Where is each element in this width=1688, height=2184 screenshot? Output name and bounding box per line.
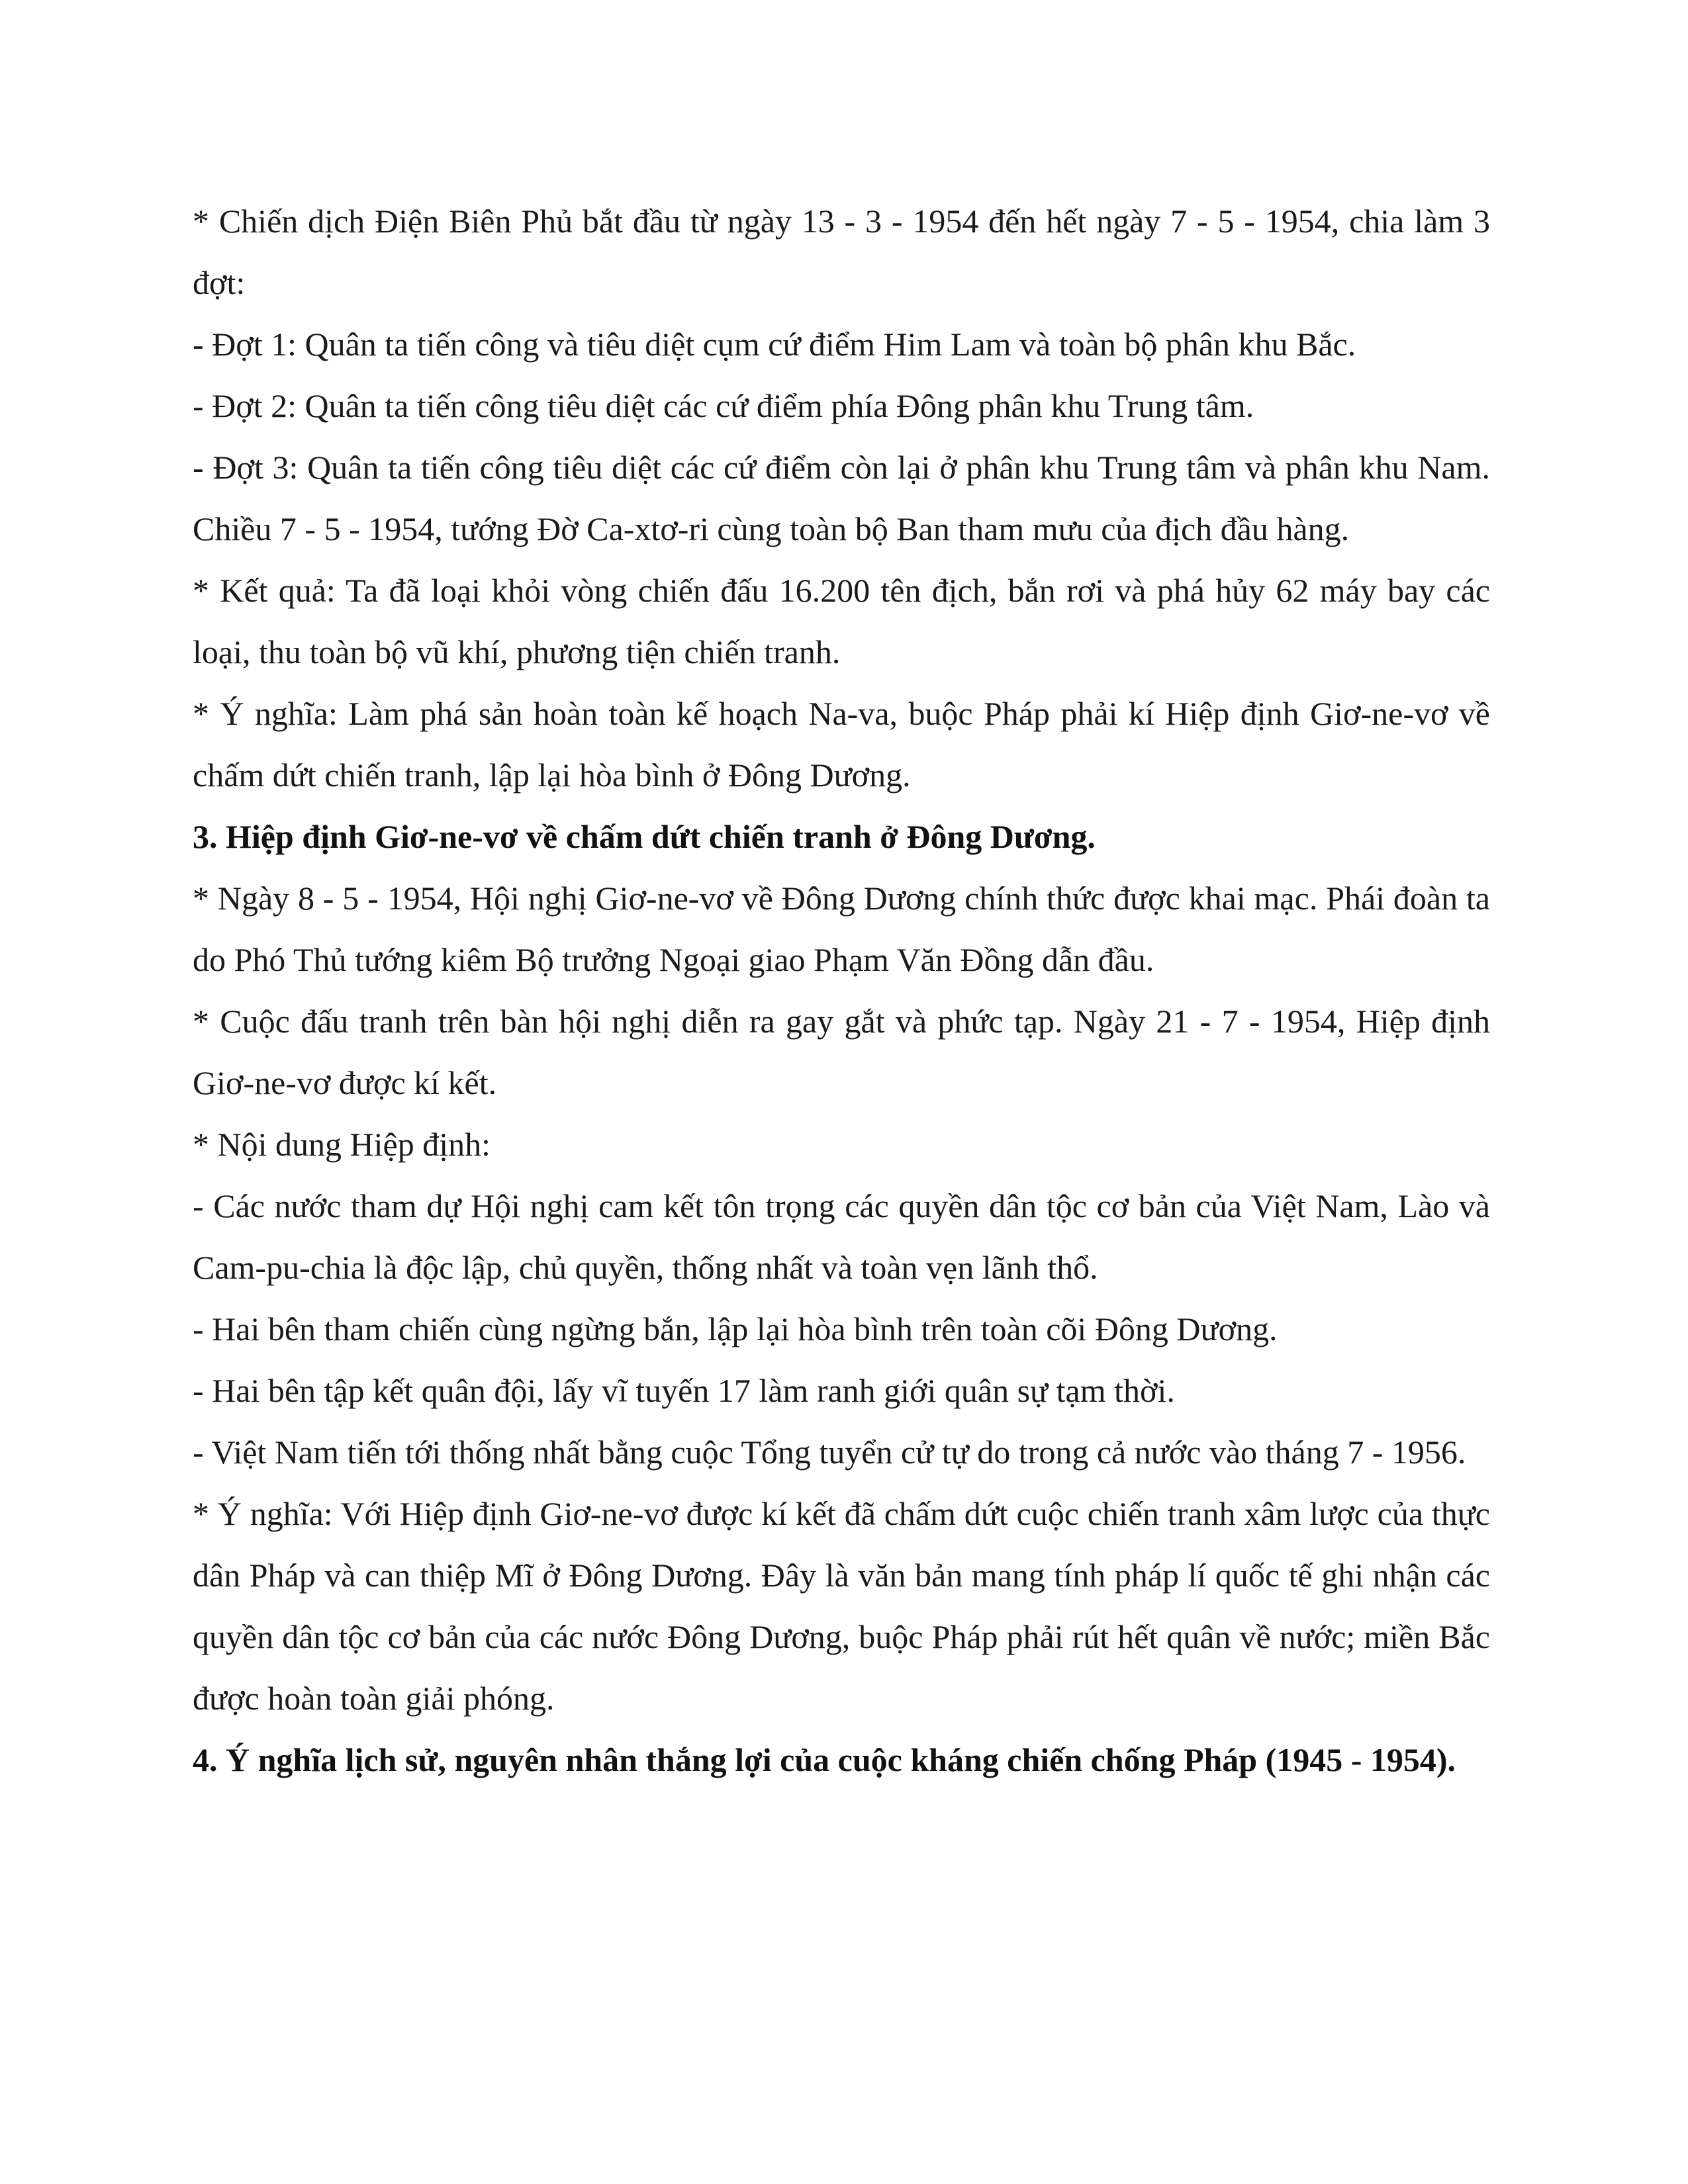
agreement-item-17th-parallel: - Hai bên tập kết quân đội, lấy vĩ tuyến 17 làm ranh giới quân sự tạm thời.: [193, 1372, 1175, 1409]
section-heading-geneva: 3. Hiệp định Giơ-ne-vơ về chấm dứt chiến tranh ở Đông Dương.: [193, 818, 1096, 855]
geneva-signing: * Cuộc đấu tranh trên bàn hội nghị diễn ra gay gắt và phức tạp. Ngày 21 - 7 - 1954, Hiệp định Giơ-ne-vơ được kí kết.: [193, 1003, 1490, 1101]
agreement-item-election: - Việt Nam tiến tới thống nhất bằng cuộc Tổng tuyển cử tự do trong cả nước vào tháng 7 - 1956.: [193, 1433, 1466, 1471]
phase-3-item: - Đợt 3: Quân ta tiến công tiêu diệt các cứ điểm còn lại ở phân khu Trung tâm và phân khu Nam. Chiều 7 - 5 - 1954, tướng Đờ Ca-xtơ-ri cùng toàn bộ Ban tham mưu của địch đầu hàng.: [193, 449, 1490, 547]
campaign-phases-intro: * Chiến dịch Điện Biên Phủ bắt đầu từ ngày 13 - 3 - 1954 đến hết ngày 7 - 5 - 1954, chia làm 3 đợt:: [193, 203, 1490, 301]
phase-1-item: - Đợt 1: Quân ta tiến công và tiêu diệt cụm cứ điểm Him Lam và toàn bộ phân khu Bắc.: [193, 326, 1356, 363]
agreement-item-sovereignty: - Các nước tham dự Hội nghị cam kết tôn trọng các quyền dân tộc cơ bản của Việt Nam, Lào và Cam-pu-chia là độc lập, chủ quyền, thống nhất và toàn vẹn lãnh thổ.: [193, 1187, 1490, 1286]
campaign-result: * Kết quả: Ta đã loại khỏi vòng chiến đấu 16.200 tên địch, bắn rơi và phá hủy 62 máy bay các loại, thu toàn bộ vũ khí, phương tiện chiến tranh.: [193, 572, 1490, 670]
agreement-content-label: * Nội dung Hiệp định:: [193, 1126, 491, 1163]
section-heading-historical-significance: 4. Ý nghĩa lịch sử, nguyên nhân thắng lợi của cuộc kháng chiến chống Pháp (1945 - 1954).: [193, 1741, 1456, 1778]
campaign-significance: * Ý nghĩa: Làm phá sản hoàn toàn kế hoạch Na-va, buộc Pháp phải kí Hiệp định Giơ-ne-vơ về chấm dứt chiến tranh, lập lại hòa bình ở Đông Dương.: [193, 695, 1490, 794]
geneva-opening: * Ngày 8 - 5 - 1954, Hội nghị Giơ-ne-vơ về Đông Dương chính thức được khai mạc. Phái đoàn ta do Phó Thủ tướng kiêm Bộ trưởng Ngoại giao Phạm Văn Đồng dẫn đầu.: [193, 880, 1490, 978]
agreement-item-ceasefire: - Hai bên tham chiến cùng ngừng bắn, lập lại hòa bình trên toàn cõi Đông Dương.: [193, 1310, 1278, 1347]
document-body: [193, 191, 1490, 1791]
geneva-significance: * Ý nghĩa: Với Hiệp định Giơ-ne-vơ được kí kết đã chấm dứt cuộc chiến tranh xâm lược của thực dân Pháp và can thiệp Mĩ ở Đông Dương. Đây là văn bản mang tính pháp lí quốc tế ghi nhận các quyền dân tộc cơ bản của các nước Đông Dương, buộc Pháp phải rút hết quân về nước; miền Bắc được hoàn toàn giải phóng.: [193, 1495, 1490, 1717]
phase-2-item: - Đợt 2: Quân ta tiến công tiêu diệt các cứ điểm phía Đông phân khu Trung tâm.: [193, 387, 1254, 424]
